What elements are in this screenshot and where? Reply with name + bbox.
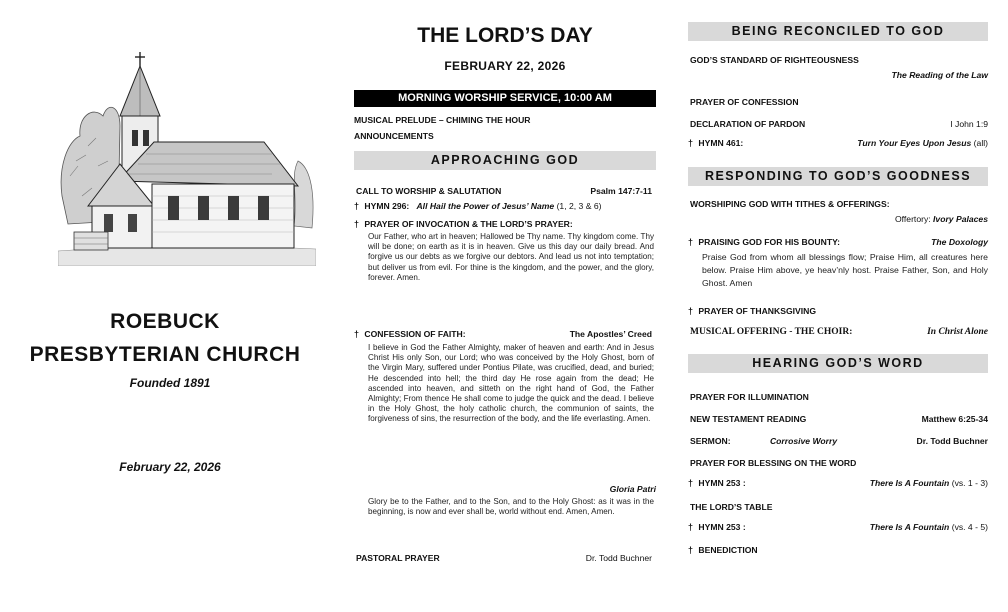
hymn-title: There Is A Fountain (869, 522, 950, 532)
prayer-thanksgiving (688, 306, 988, 316)
stand-marker: † (354, 219, 360, 229)
standard-ref: The Reading of the Law (891, 70, 988, 80)
church-name-line1: ROEBUCK (110, 310, 220, 333)
sermon-preacher: Dr. Todd Buchner (916, 436, 988, 446)
section-approaching-god: APPROACHING GOD (354, 151, 656, 170)
hymn-verses: (1, 2, 3 & 6) (556, 201, 602, 211)
hymn-verses: (vs. 1 - 3) (951, 478, 988, 488)
lords-table: THE LORD’S TABLE (690, 502, 773, 512)
praising-ref: The Doxology (931, 237, 988, 247)
stand-marker: † (688, 478, 694, 488)
musical-prelude: MUSICAL PRELUDE – CHIMING THE HOUR (354, 115, 531, 125)
cover-panel (0, 0, 336, 612)
hymn-label: HYMN 253 : (698, 522, 746, 532)
hymn-title: All Hail the Power of Jesus’ Name (416, 201, 555, 211)
stand-marker: † (688, 138, 694, 148)
doxology-text: Praise God from whom all blessings flow; Praise Him, all creatures here below. Praise Him above, ye heav’nly host. Praise Father, Son, and Holy Ghost. Amen (702, 252, 988, 288)
service-date: FEBRUARY 22, 2026 (444, 59, 566, 73)
confession-label: CONFESSION OF FAITH: (364, 329, 466, 339)
prayer-invocation (354, 219, 652, 229)
hymn-verses: (vs. 4 - 5) (951, 522, 988, 532)
sermon-label: SERMON: (690, 436, 731, 446)
stand-marker: † (688, 522, 694, 532)
musical-offering-label: MUSICAL OFFERING - THE CHOIR: (690, 327, 853, 337)
declaration-label: DECLARATION OF PARDON (690, 119, 806, 129)
prayer-invocation-label: PRAYER OF INVOCATION & THE LORD’S PRAYER: (364, 219, 573, 229)
lords-prayer-text: Our Father, who art in heaven; Hallowed be Thy name. Thy kingdom come. Thy will be done; on earth as it is in heaven. Give us this day our daily bread. And forgive us our debts as we forgive our debtors. And lead us not into temptation; but deliver us from evil. For thine is the kingdom, and the power, and the glory, forever. Amen. (368, 232, 654, 282)
hymn-title: There Is A Fountain (869, 478, 950, 488)
nt-reading-ref: Matthew 6:25-34 (921, 414, 988, 424)
benediction (688, 545, 988, 555)
order-of-worship-panel-2 (688, 0, 988, 612)
hymn-296 (354, 201, 652, 211)
pastoral-prayer-label: PASTORAL PRAYER (356, 553, 440, 563)
stand-marker: † (354, 329, 360, 339)
hymn-label: HYMN 461: (698, 138, 744, 148)
praising-label: PRAISING GOD FOR HIS BOUNTY: (698, 237, 841, 247)
prayer-blessing: PRAYER FOR BLESSING ON THE WORD (690, 458, 857, 468)
section-hearing-word: HEARING GOD’S WORD (688, 354, 988, 373)
gloria-patri-text: Glory be to the Father, and to the Son, and to the Holy Ghost: as it was in the beginning, is now and ever shall be, world without end. Amen, Amen. (368, 497, 654, 517)
section-being-reconciled: BEING RECONCILED TO GOD (688, 22, 988, 41)
benediction-label: BENEDICTION (698, 545, 758, 555)
apostles-creed-text: I believe in God the Father Almighty, maker of heaven and earth: And in Jesus Christ His only Son, our Lord; who was conceived by the Holy Ghost, born of the Virgin Mary, suffered under Pontius Pilate, was crucified, dead, and buried; He descended into hell; the third day He rose again from the dead; He ascended into heaven, and sitteth on the right hand of God, the Father Almighty; From thence He shall come to judge the quick and the dead. I believe in the Holy Ghost, the holy catholic church, the communion of saints, the forgiveness of sins, the resurrection of the body, and the life everlasting. Amen. (368, 343, 654, 424)
offertory-row (690, 214, 988, 224)
declaration-ref: I John 1:9 (950, 119, 988, 129)
nt-reading (690, 414, 988, 424)
pastoral-prayer (356, 553, 652, 563)
stand-marker: † (354, 201, 360, 211)
call-to-worship-ref: Psalm 147:7-11 (590, 186, 652, 196)
thanksgiving-label: PRAYER OF THANKSGIVING (698, 306, 817, 316)
pastoral-prayer-leader: Dr. Todd Buchner (585, 553, 652, 563)
standard-label: GOD’S STANDARD OF RIGHTEOUSNESS (690, 55, 859, 65)
call-to-worship (356, 186, 652, 196)
offertory-title: Ivory Palaces (933, 214, 988, 224)
founded-date: Founded 1891 (129, 376, 211, 390)
gloria-patri-title: Gloria Patri (609, 484, 656, 494)
musical-offering (690, 327, 988, 337)
announcements: ANNOUNCEMENTS (354, 131, 434, 141)
confession-of-faith (354, 329, 652, 339)
declaration-of-pardon (690, 119, 988, 129)
stand-marker: † (688, 237, 694, 247)
praising-god (688, 237, 988, 247)
offertory-label: Offertory: (894, 214, 931, 224)
hymn-253-a (688, 478, 988, 488)
service-bar: MORNING WORSHIP SERVICE, 10:00 AM (354, 90, 656, 107)
cover-date: February 22, 2026 (119, 460, 221, 474)
confession-ref: The Apostles’ Creed (569, 329, 652, 339)
hymn-461 (688, 138, 988, 148)
hymn-label: HYMN 296: (364, 201, 410, 211)
stand-marker: † (688, 545, 694, 555)
hymn-253-b (688, 522, 988, 532)
hymn-verses: (all) (973, 138, 988, 148)
hymn-title: Turn Your Eyes Upon Jesus (857, 138, 972, 148)
nt-reading-label: NEW TESTAMENT READING (690, 414, 807, 424)
section-responding: RESPONDING TO GOD’S GOODNESS (688, 167, 988, 186)
prayer-illumination: PRAYER FOR ILLUMINATION (690, 392, 809, 402)
order-of-worship-panel (354, 0, 656, 612)
stand-marker: † (688, 306, 694, 316)
prayer-of-confession: PRAYER OF CONFESSION (690, 97, 799, 107)
standard-ref-row (690, 70, 988, 80)
hymn-label: HYMN 253 : (698, 478, 746, 488)
church-illustration (58, 46, 316, 266)
call-to-worship-label: CALL TO WORSHIP & SALUTATION (356, 186, 502, 196)
sermon (690, 436, 988, 446)
tithes-offerings: WORSHIPING GOD WITH TITHES & OFFERINGS: (690, 199, 890, 209)
musical-offering-title: In Christ Alone (927, 327, 988, 337)
church-name-line2: PRESBYTERIAN CHURCH (29, 343, 301, 366)
sermon-title: Corrosive Worry (769, 436, 838, 446)
page-title: THE LORD’S DAY (417, 24, 593, 47)
